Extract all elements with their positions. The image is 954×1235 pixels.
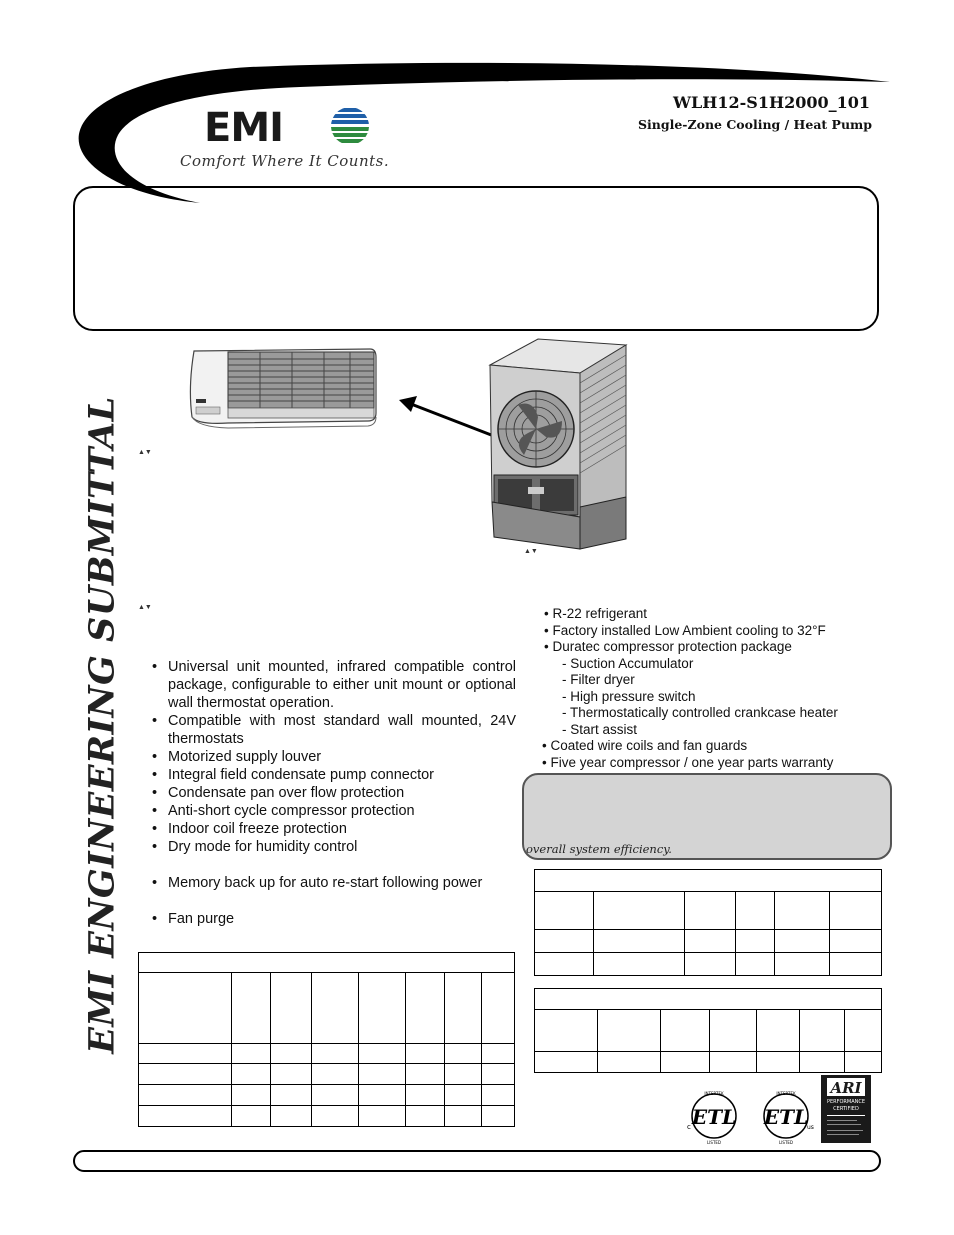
table-cell (830, 892, 882, 930)
table-row (535, 1052, 882, 1073)
model-description: Single-Zone Cooling / Heat Pump (637, 117, 872, 132)
table-cell (312, 973, 359, 1044)
list-item: • Indoor coil freeze protection (150, 820, 516, 838)
etl-mark: ETL (763, 1105, 809, 1129)
sub-list-item: - Thermostatically controlled crankcase heater (562, 705, 838, 720)
table-cell (598, 1010, 661, 1052)
description-box (73, 186, 879, 331)
efficiency-note-box (522, 773, 892, 860)
tagline: Comfort Where It Counts. (180, 152, 390, 170)
side-title-text: EMI ENGINEERING SUBMITTAL (81, 396, 123, 1054)
marker: ▲▼ (138, 449, 152, 456)
table-header-row (139, 953, 515, 973)
table-cell (757, 1010, 800, 1052)
logo-letters: EMI (204, 105, 284, 151)
table-cell (139, 973, 232, 1044)
list-item: • Fan purge (150, 910, 516, 928)
table-cell (482, 973, 515, 1044)
emi-logo (180, 100, 395, 175)
ari-certified-logo-icon (821, 1075, 871, 1143)
list-item: • Factory installed Low Ambient cooling to 32°F (544, 622, 826, 638)
model-number: WLH12-S1H2000_101 (673, 93, 870, 112)
list-item: • Compatible with most standard wall mounted, 24V thermostats (150, 712, 516, 748)
table-cell (800, 1010, 845, 1052)
table-cell (535, 1010, 598, 1052)
outdoor-features-list (544, 606, 904, 771)
list-item: • Dry mode for humidity control (150, 838, 516, 856)
intertek-label: INTERTEK (776, 1091, 796, 1096)
sub-list-item: - Start assist (562, 721, 638, 737)
etl-mark: ETL (691, 1105, 737, 1129)
table-row (139, 1064, 515, 1085)
ari-performance: PERFORMANCE (826, 1099, 866, 1105)
table-cell (271, 973, 312, 1044)
intertek-label: INTERTEK (704, 1091, 724, 1096)
sub-list-item: - Suction Accumulator (562, 655, 694, 671)
indoor-spec-table (138, 952, 515, 1127)
list-item: • Duratec compressor protection package (544, 639, 792, 654)
side-title (62, 396, 142, 1054)
performance-table (534, 869, 882, 976)
marker: ▲▼ (138, 604, 152, 611)
table-cell (775, 892, 830, 930)
etl-us-logo-icon (755, 1086, 821, 1148)
list-item: • Anti-short cycle compressor protection (150, 802, 516, 820)
indoor-features-list (150, 658, 516, 928)
efficiency-note: overall system efficiency. (526, 842, 672, 856)
table-cell (685, 892, 736, 930)
marker: ▲▼ (524, 548, 538, 555)
list-item: • Universal unit mounted, infrared compatible control package, configurable to either unit mount or optional wall thermostat operation. (150, 658, 516, 712)
list-item: • Memory back up for auto re-start following power (150, 874, 516, 892)
etl-c-label: c (687, 1123, 691, 1131)
table-cell (359, 973, 406, 1044)
list-item: • R-22 refrigerant (544, 606, 648, 621)
table-row (139, 1085, 515, 1106)
footer-bar (73, 1150, 881, 1172)
list-item: • Five year compressor / one year parts warranty (542, 754, 834, 770)
table-header-row (535, 989, 882, 1010)
list-item: • Coated wire coils and fan guards (542, 738, 748, 753)
table-cell (736, 892, 775, 930)
table-cell (535, 892, 594, 930)
etl-us-label: us (807, 1124, 814, 1131)
list-item: • Condensate pan over flow protection (150, 784, 516, 802)
table-cell (445, 973, 482, 1044)
ari-certified: CERTIFIED (833, 1106, 859, 1112)
indoor-unit-image (188, 347, 378, 430)
table-cell (594, 892, 685, 930)
table-cell (845, 1010, 882, 1052)
globe-icon (330, 106, 370, 146)
list-item: • Integral field condensate pump connector (150, 766, 516, 784)
table-cell (710, 1010, 757, 1052)
electrical-table (534, 988, 882, 1073)
ari-mark: ARI (830, 1079, 862, 1097)
table-cell (406, 973, 445, 1044)
listed-label: LISTED (707, 1140, 721, 1145)
table-row (139, 1044, 515, 1064)
table-row (535, 953, 882, 976)
table-row (139, 1106, 515, 1127)
list-item: • Motorized supply louver (150, 748, 516, 766)
table-row (535, 930, 882, 953)
table-header-row (535, 870, 882, 892)
outdoor-unit-image (488, 337, 628, 552)
etl-listed-logo-icon (683, 1086, 745, 1148)
table-cell (232, 973, 271, 1044)
listed-label: LISTED (779, 1140, 793, 1145)
sub-list-item: - Filter dryer (562, 672, 635, 687)
sub-list-item: - High pressure switch (562, 688, 696, 704)
table-cell (661, 1010, 710, 1052)
